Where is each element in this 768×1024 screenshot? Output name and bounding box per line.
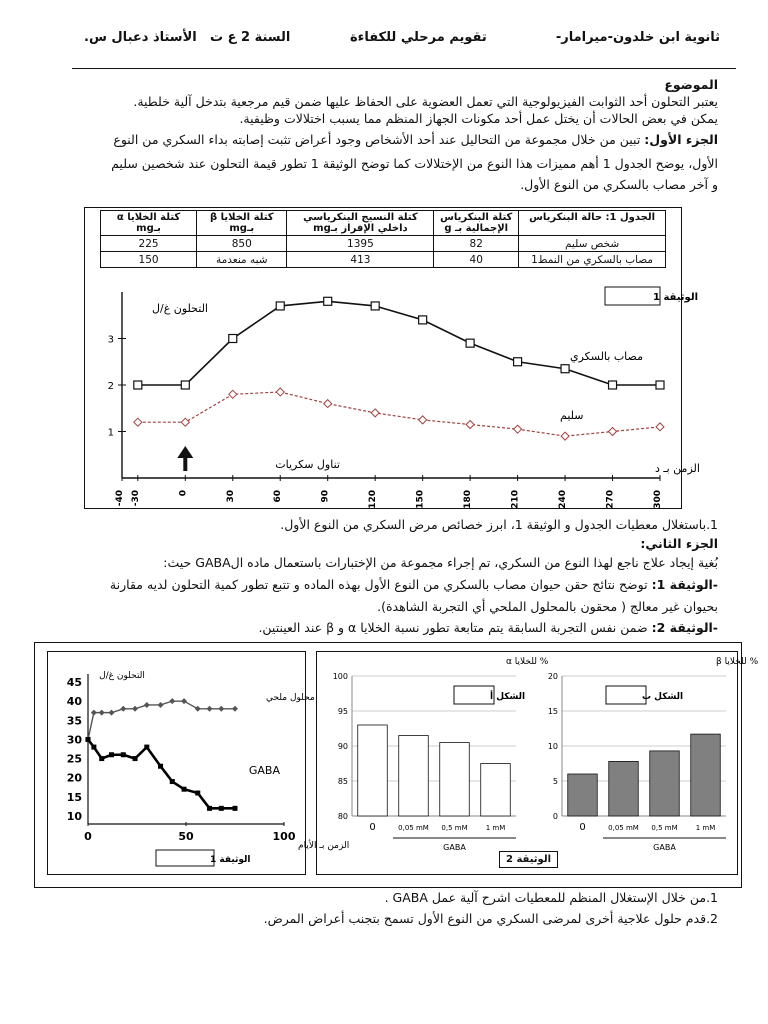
x-tick-label: 0,05 mM	[398, 824, 429, 832]
x-tick-label: 1 mM	[485, 824, 506, 832]
data-point	[656, 381, 664, 389]
y-axis-label: التحلون غ/ل	[99, 671, 145, 681]
y-tick-label: 5	[552, 777, 558, 786]
y-tick-label: 15	[547, 707, 558, 716]
x-tick-label: 0,5 mM	[651, 824, 678, 832]
data-point	[91, 710, 97, 716]
table-cell: مصاب بالسكري من النمط1	[519, 252, 666, 268]
x-tick-label: 240	[558, 490, 569, 509]
x-tick-label: 0,05 mM	[608, 824, 639, 832]
x-tick-label: 0,5 mM	[441, 824, 468, 832]
y-tick-label: 80	[337, 812, 348, 821]
annotation-label: تناول سكريات	[275, 458, 340, 471]
chart-title-box	[605, 287, 660, 305]
y-tick-label: 30	[66, 733, 82, 747]
data-point	[371, 302, 379, 310]
table-cell: 82	[434, 236, 519, 252]
y-tick-label: 95	[337, 707, 348, 716]
y-tick-label: 20	[547, 672, 558, 681]
bar	[481, 764, 511, 817]
doc1-line-2: بحيوان غير معالج ( محقون بالمحلول الملحي أي التجربة الشاهدة).	[377, 599, 718, 614]
data-point	[419, 416, 427, 424]
data-point	[134, 418, 142, 426]
part1-line-1	[38, 131, 718, 148]
x-tick-label: 210	[510, 490, 521, 509]
bar	[440, 743, 470, 817]
table-header-cell: كتلة الخلايا β بـmg	[197, 211, 287, 236]
chart-title-box	[156, 850, 214, 866]
x-tick-label: 180	[463, 490, 474, 509]
data-point	[233, 806, 238, 811]
table-row	[101, 236, 666, 252]
x-tick-label: 1 mM	[695, 824, 716, 832]
data-point	[229, 390, 237, 398]
data-point	[218, 706, 224, 712]
x-tick-label: 0	[178, 490, 189, 497]
y-tick-label: 10	[66, 810, 82, 823]
y-tick-label: 45	[66, 676, 82, 689]
x-axis-label: GABA	[653, 843, 676, 852]
data-point	[169, 698, 175, 704]
data-point	[561, 432, 569, 440]
level-label: السنة 2 ع ت	[210, 30, 291, 45]
data-point	[121, 752, 126, 757]
table-cell: 1395	[287, 236, 434, 252]
x-tick-label: 60	[273, 490, 284, 503]
table-cell: شخص سليم	[519, 236, 666, 252]
data-point	[132, 706, 138, 712]
data-point	[207, 706, 213, 712]
chart-title: الشكل أ	[490, 692, 526, 702]
y-tick-label: 20	[66, 771, 82, 785]
x-tick-label: 150	[415, 490, 426, 509]
data-point	[609, 428, 617, 436]
x-tick-label: 50	[178, 830, 194, 843]
data-point	[158, 702, 164, 708]
doc2-label: -الوثيقة 2:	[651, 620, 718, 635]
data-point	[466, 421, 474, 429]
bar	[609, 761, 639, 816]
part1-text-1: تبين من خلال مجموعة من التحاليل عند أحد الأشخاص وجود أعراض تثبت إصابته بداء السكري من النوع	[113, 132, 645, 147]
data-point	[120, 706, 126, 712]
chart-alpha-cells	[318, 652, 549, 857]
part2-text: بُغية إيجاد علاج ناجع لهذا النوع من السكري، تم إجراء مجموعة من الإختبارات باستعمال ماده الGABA حيث:	[163, 555, 718, 570]
data-point	[207, 806, 212, 811]
y-tick-label: 15	[66, 790, 82, 804]
x-axis-label: الزمن بـ الأيام	[298, 841, 350, 851]
bar	[568, 774, 598, 816]
x-tick-label: 120	[368, 490, 379, 509]
table-header-cell: الجدول 1: حالة البنكرياس	[519, 211, 666, 236]
school-name: ثانوية ابن خلدون-ميرامار-	[555, 30, 720, 45]
data-point	[181, 418, 189, 426]
question-2-1: 1.من خلال الإستغلال المنظم للمعطيات اشرح آلية عمل GABA .	[384, 890, 718, 905]
data-point	[195, 791, 200, 796]
data-point	[144, 702, 150, 708]
chart-title: الوثيقة 1	[653, 292, 699, 303]
data-point	[170, 779, 175, 784]
bar	[650, 751, 680, 816]
bar	[691, 734, 721, 816]
table-header-row	[101, 211, 666, 236]
data-point	[109, 752, 114, 757]
data-point	[324, 400, 332, 408]
y-axis-label: % للخلايا α	[506, 657, 549, 667]
data-point	[182, 787, 187, 792]
y-tick-label: 100	[332, 672, 348, 681]
bar	[358, 725, 388, 816]
data-point	[219, 806, 224, 811]
bar	[399, 736, 429, 817]
series-label-healthy: سليم	[560, 409, 584, 422]
chart-title-box	[454, 686, 494, 704]
data-point	[324, 297, 332, 305]
data-point	[99, 756, 104, 761]
x-tick-label: 0	[369, 822, 376, 833]
part1-line-3: و آخر مصاب بالسكري من النوع الأول.	[520, 177, 718, 192]
y-tick-label: 2	[107, 381, 114, 392]
question-2-2: 2.قدم حلول علاجية أخرى لمرضى السكري من النوع الأول تسمح بتجنب أعراض المرض.	[263, 911, 718, 926]
data-point	[466, 339, 474, 347]
table-cell: 40	[434, 252, 519, 268]
question-1: 1.باستغلال معطيات الجدول و الوثيقة 1، ابرز خصائص مرض السكري من النوع الأول.	[280, 517, 718, 532]
chart-glycemia-doc1	[100, 282, 700, 509]
data-point	[91, 745, 96, 750]
data-point	[158, 764, 163, 769]
doc1-text-1: توضح نتائج حقن حيوان مصاب بالسكري من النوع الأول بهذه الماده و تتبع تطور كمية التحلون لديه مقارنة	[109, 577, 652, 592]
data-point	[134, 381, 142, 389]
y-tick-label: 1	[107, 427, 114, 439]
annotation-arrow-shaft	[183, 457, 187, 471]
doc1-label: -الوثيقة 1:	[651, 577, 718, 592]
table-cell: 225	[101, 236, 197, 252]
y-tick-label: 0	[552, 812, 558, 821]
data-point	[561, 365, 569, 373]
doc2-line	[38, 619, 718, 636]
table-1	[100, 210, 666, 268]
annotation-arrow-head	[177, 446, 193, 458]
series-label-saline: محلول ملحي	[266, 693, 315, 703]
series-label-diabetic: مصاب بالسكري	[570, 350, 643, 363]
table-cell: 850	[197, 236, 287, 252]
data-point	[514, 358, 522, 366]
doc2-caption: الوثيقة 2	[499, 851, 558, 868]
data-point	[232, 706, 238, 712]
x-axis-label: GABA	[443, 843, 466, 852]
chart-beta-cells	[528, 652, 759, 857]
chart-title: الشكل ب	[642, 692, 684, 702]
data-point	[181, 698, 187, 704]
y-tick-label: 85	[337, 777, 348, 786]
table-row	[101, 252, 666, 268]
data-point	[99, 710, 105, 716]
y-tick-label: 35	[66, 714, 82, 728]
intro-line-1: يعتبر التحلون أحد الثوابت الفيزيولوجية التي تعمل العضوية على الحفاظ عليها ضمن قيم مرجعية بتدخل آلية خلطية.	[133, 94, 718, 109]
data-point	[609, 381, 617, 389]
table-cell: 150	[101, 252, 197, 268]
y-axis-label: التحلون غ/ل	[152, 302, 208, 315]
series-label-gaba: GABA	[248, 764, 280, 777]
table-cell: 413	[287, 252, 434, 268]
data-point	[229, 335, 237, 343]
y-tick-label: 10	[547, 742, 558, 751]
data-point	[195, 706, 201, 712]
table-cell: شبه منعدمة	[197, 252, 287, 268]
teacher-name: الأستاذ دعبال س.	[84, 30, 197, 45]
part2-label: الجزء الثاني:	[640, 536, 718, 551]
doc2-text: ضمن نفس التجربة السابقة يتم متابعة تطور نسبة الخلايا α و β عند العينتين.	[258, 620, 652, 635]
x-tick-label: 90	[320, 490, 331, 503]
series-line	[138, 301, 660, 385]
chart-title-box	[606, 686, 646, 704]
x-tick-label: 100	[272, 830, 296, 843]
data-point	[371, 409, 379, 417]
series-line	[88, 739, 235, 808]
data-point	[86, 737, 91, 742]
x-axis-label: الزمن بـ د	[655, 462, 700, 475]
table-header-cell: كتلة النسيج البنكرياسي داخلي الإفراز بـmg	[287, 211, 434, 236]
data-point	[133, 756, 138, 761]
y-tick-label: 25	[66, 752, 82, 766]
x-tick-label: 0	[84, 830, 92, 843]
intro-line-2: يمكن في بعض الحالات أن يختل عمل أحد مكونات الجهاز المنظم مما يسبب اختلالات وظيفية.	[239, 111, 718, 126]
part1-label: الجزء الأول:	[644, 132, 718, 147]
doc1-line-1	[38, 576, 718, 593]
exam-title: تقويم مرحلي للكفاءة	[350, 30, 487, 45]
y-tick-label: 3	[107, 334, 114, 346]
x-tick-label: 300	[653, 490, 663, 509]
x-tick-label: -30	[130, 490, 141, 507]
x-tick-label: 270	[605, 490, 616, 509]
subject-title: الموضوع	[664, 77, 718, 92]
x-tick-label: 0	[579, 822, 586, 833]
x-tick-label: -40	[115, 490, 125, 507]
part1-line-2: الأول، يوضح الجدول 1 أهم مميزات هذا النوع من الإختلالات كما توضح الوثيقة 1 تطور قيمة التحلون عند شخصين سليم	[111, 156, 718, 171]
chart-title: الوثيقة 1	[210, 855, 251, 865]
data-point	[419, 316, 427, 324]
data-point	[144, 745, 149, 750]
data-point	[109, 710, 115, 716]
table-header-cell: كتلة الخلايا α بـmg	[101, 211, 197, 236]
data-point	[276, 388, 284, 396]
x-tick-label: 30	[225, 490, 236, 503]
data-point	[181, 381, 189, 389]
data-point	[514, 425, 522, 433]
y-tick-label: 90	[337, 742, 348, 751]
header-divider	[72, 68, 736, 69]
data-point	[656, 423, 664, 431]
y-tick-label: 40	[66, 695, 82, 709]
data-point	[276, 302, 284, 310]
table-header-cell: كتلة البنكرياس الإجمالية بـ g	[434, 211, 519, 236]
y-axis-label: % للخلايا β	[716, 657, 759, 667]
